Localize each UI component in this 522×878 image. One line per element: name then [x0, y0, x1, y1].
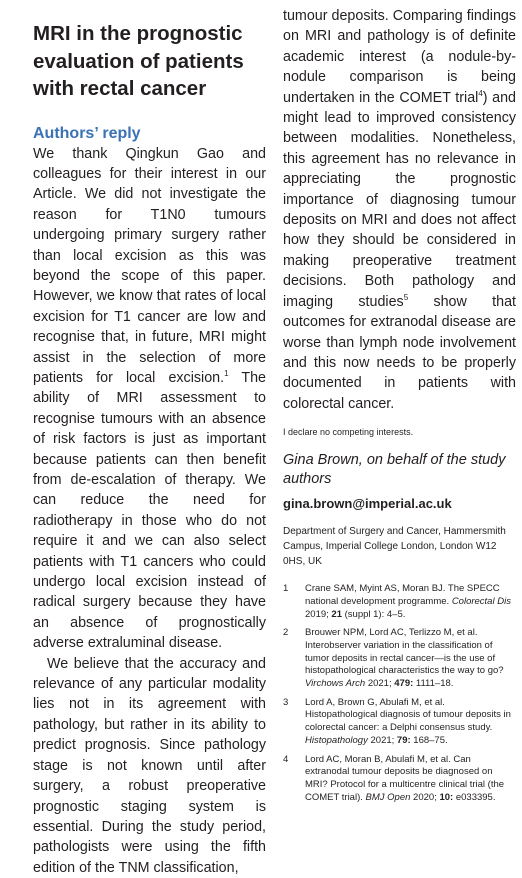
reference-item — [283, 697, 516, 748]
right-column — [283, 0, 516, 810]
paragraph-2-text-d: show that outcomes for extranodal disease are worse than lymph node involvement and this now needs to be properly documented in patients with colorectal cancer. — [283, 293, 516, 412]
paragraph-2-continued — [283, 6, 516, 414]
left-column — [33, 0, 266, 878]
reference-item — [283, 754, 516, 805]
reference-year: 2021; — [365, 678, 395, 690]
reference-pages: (suppl 1): 4–5. — [342, 608, 406, 620]
paragraph-1 — [33, 144, 266, 654]
reference-number: 1 — [283, 583, 289, 595]
reference-volume: 10: — [439, 791, 454, 803]
reference-citation: Lord AC, Moran B, Abulafi M, et al. Can extranodal tumour deposits be diagnosed on MRI? Protocol for a multicentre clinical trial (the COMET trial). — [305, 753, 505, 803]
reference-text — [305, 583, 516, 621]
title-line-3: with rectal cancer — [33, 77, 207, 100]
reference-text — [305, 754, 516, 805]
reference-number: 4 — [283, 753, 289, 765]
reference-marker-5[interactable]: 5 — [403, 292, 409, 302]
author-email[interactable]: gina.brown@imperial.ac.uk — [283, 496, 452, 512]
reference-number: 2 — [283, 627, 289, 639]
article-title — [33, 20, 266, 103]
reference-year: 2021; — [367, 734, 397, 746]
reference-journal: Histopathology — [305, 734, 368, 746]
paragraph-1-text-b: The ability of MRI assessment to recognise tumours with an absence of risk factors is just as important because patients can then benefit from de-escalation of therapy. We can reduce the need for radiotherapy in those who do not require it and we can also select patients with T1 cancers who could undergo local excision instead of radical surgery because they have an absence of prognostically adverse extraluminal disease. — [33, 369, 267, 652]
paragraph-2: We believe that the accuracy and relevance of any particular modality lies not in its agreement with pathology, but rather in its ability to predict prognosis. Since pathology stage is not known until after surgery, a robust preoperative prognostic staging system is essential. During the study period, pathologists were using the fifth edition of the TNM classification, — [33, 655, 266, 876]
reference-text — [305, 697, 516, 748]
reference-year: 2019; — [305, 608, 332, 620]
reference-journal: Virchows Arch — [305, 678, 366, 690]
reference-journal: Colorectal Dis — [451, 595, 511, 607]
section-heading: Authors’ reply — [33, 124, 141, 142]
competing-interests: I declare no competing interests. — [283, 427, 414, 438]
reference-number: 3 — [283, 696, 289, 708]
reference-citation: Brouwer NPM, Lord AC, Terlizzo M, et al. Interobserver variation in the classification of tumor deposits in rectal cancer—is the use of histopathological characteristics the way to go? — [305, 627, 504, 677]
reference-marker-1[interactable]: 1 — [224, 369, 229, 379]
reference-volume: 79: — [396, 734, 411, 746]
reference-item — [283, 583, 516, 621]
reference-citation: Crane SAM, Myint AS, Moran BJ. The SPECC national development programme. — [305, 583, 500, 607]
reference-text — [305, 627, 516, 691]
reference-year: 2020; — [410, 791, 440, 803]
paragraph-2-text-b: tumour deposits. Comparing findings on MRI and pathology is of definite academic interest (a nodule-by-nodule comparison is being undertaken in the COMET trial — [283, 8, 516, 106]
reference-pages: 168–75. — [410, 734, 448, 746]
reference-journal: BMJ Open — [365, 791, 411, 803]
reference-citation: Lord A, Brown G, Abulafi M, et al. Histopathological diagnosis of tumour deposits in colorectal cancer: a Delphi consensus study. — [305, 696, 511, 734]
paragraph-2-text-c: ) and might lead to improved consistency between modalities. Nonetheless, this agreement has no relevance in appreciating the prognostic importance of diagnosing tumour deposits on MRI and does not affect how they should be considered in making preoperative treatment decisions. Both pathology and imaging studies — [283, 89, 516, 310]
reference-volume: 479: — [394, 678, 414, 690]
author-affiliation: Department of Surgery and Cancer, Hammersmith Campus, Imperial College London, London W12 0HS, UK — [283, 526, 506, 568]
reference-item — [283, 627, 516, 691]
reference-pages: e033395. — [453, 791, 496, 803]
reference-volume: 21 — [331, 608, 342, 620]
reference-pages: 1111–18. — [413, 678, 454, 690]
reference-marker-4[interactable]: 4 — [478, 88, 483, 98]
paragraph-1-text-a: We thank Qingkun Gao and colleagues for their interest in our Article. We did not investigate the reason for T1N0 tumours undergoing primary surgery rather than local excision as this was beyond the scope of this paper. However, we know that rates of local excision for T1 cancer are low and recognise that, in future, MRI might assist in the selection of more patients for local excision. — [33, 145, 266, 386]
title-line-1: MRI in the prognostic — [33, 22, 243, 45]
reference-list — [283, 583, 516, 804]
title-line-2: evaluation of patients — [33, 49, 244, 73]
author-line: Gina Brown, on behalf of the study authors — [283, 452, 506, 488]
